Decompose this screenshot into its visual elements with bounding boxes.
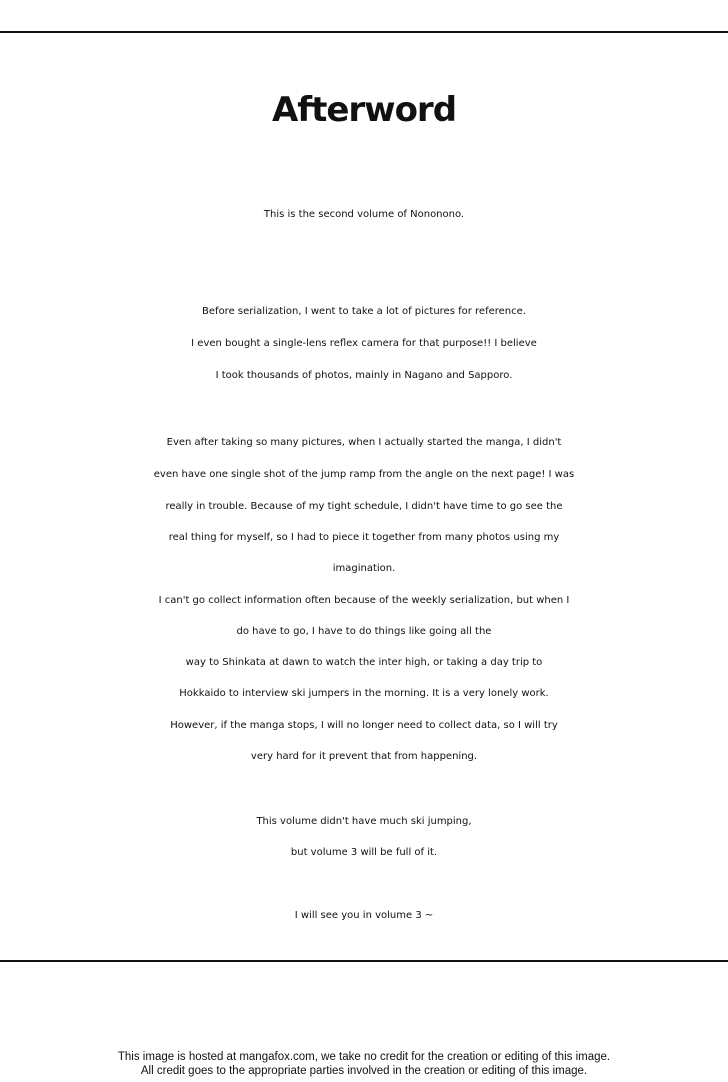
- text-line: I can't go collect information often because of the weekly serialization, but when I: [158, 595, 570, 606]
- lead-line: This is the second volume of Nononono.: [263, 209, 465, 220]
- text-line: even have one single shot of the jump ramp from the angle on the next page! I was: [153, 469, 575, 480]
- closing-line: I will see you in volume 3 ~: [294, 910, 434, 921]
- text-line: I even bought a single-lens reflex camera for that purpose!! I believe: [191, 338, 537, 349]
- text-line: imagination.: [332, 563, 396, 574]
- credit-notice-line: This image is hosted at mangafox.com, we take no credit for the creation or editing of this image.: [117, 1051, 611, 1063]
- text-line: Even after taking so many pictures, when I actually started the manga, I didn't: [166, 437, 562, 448]
- page-title: Afterword: [271, 90, 457, 130]
- text-line: really in trouble. Because of my tight schedule, I didn't have time to go see the: [165, 501, 563, 512]
- credit-notice-line: All credit goes to the appropriate parties involved in the creation or editing of this image.: [140, 1065, 588, 1077]
- text-line: way to Shinkata at dawn to watch the inter high, or taking a day trip to: [185, 657, 543, 668]
- text-line: I took thousands of photos, mainly in Nagano and Sapporo.: [215, 370, 513, 381]
- text-line: Hokkaido to interview ski jumpers in the morning. It is a very lonely work.: [179, 688, 549, 699]
- text-line: real thing for myself, so I had to piece it together from many photos using my: [168, 532, 560, 543]
- top-rule: [0, 31, 728, 33]
- text-line: Before serialization, I went to take a lot of pictures for reference.: [202, 306, 526, 317]
- text-line: This volume didn't have much ski jumping,: [256, 816, 472, 827]
- text-line: do have to go, I have to do things like going all the: [236, 626, 492, 637]
- bottom-rule: [0, 960, 728, 962]
- text-line: However, if the manga stops, I will no longer need to collect data, so I will try: [170, 720, 558, 731]
- text-line: but volume 3 will be full of it.: [290, 847, 438, 858]
- text-line: very hard for it prevent that from happening.: [250, 751, 478, 762]
